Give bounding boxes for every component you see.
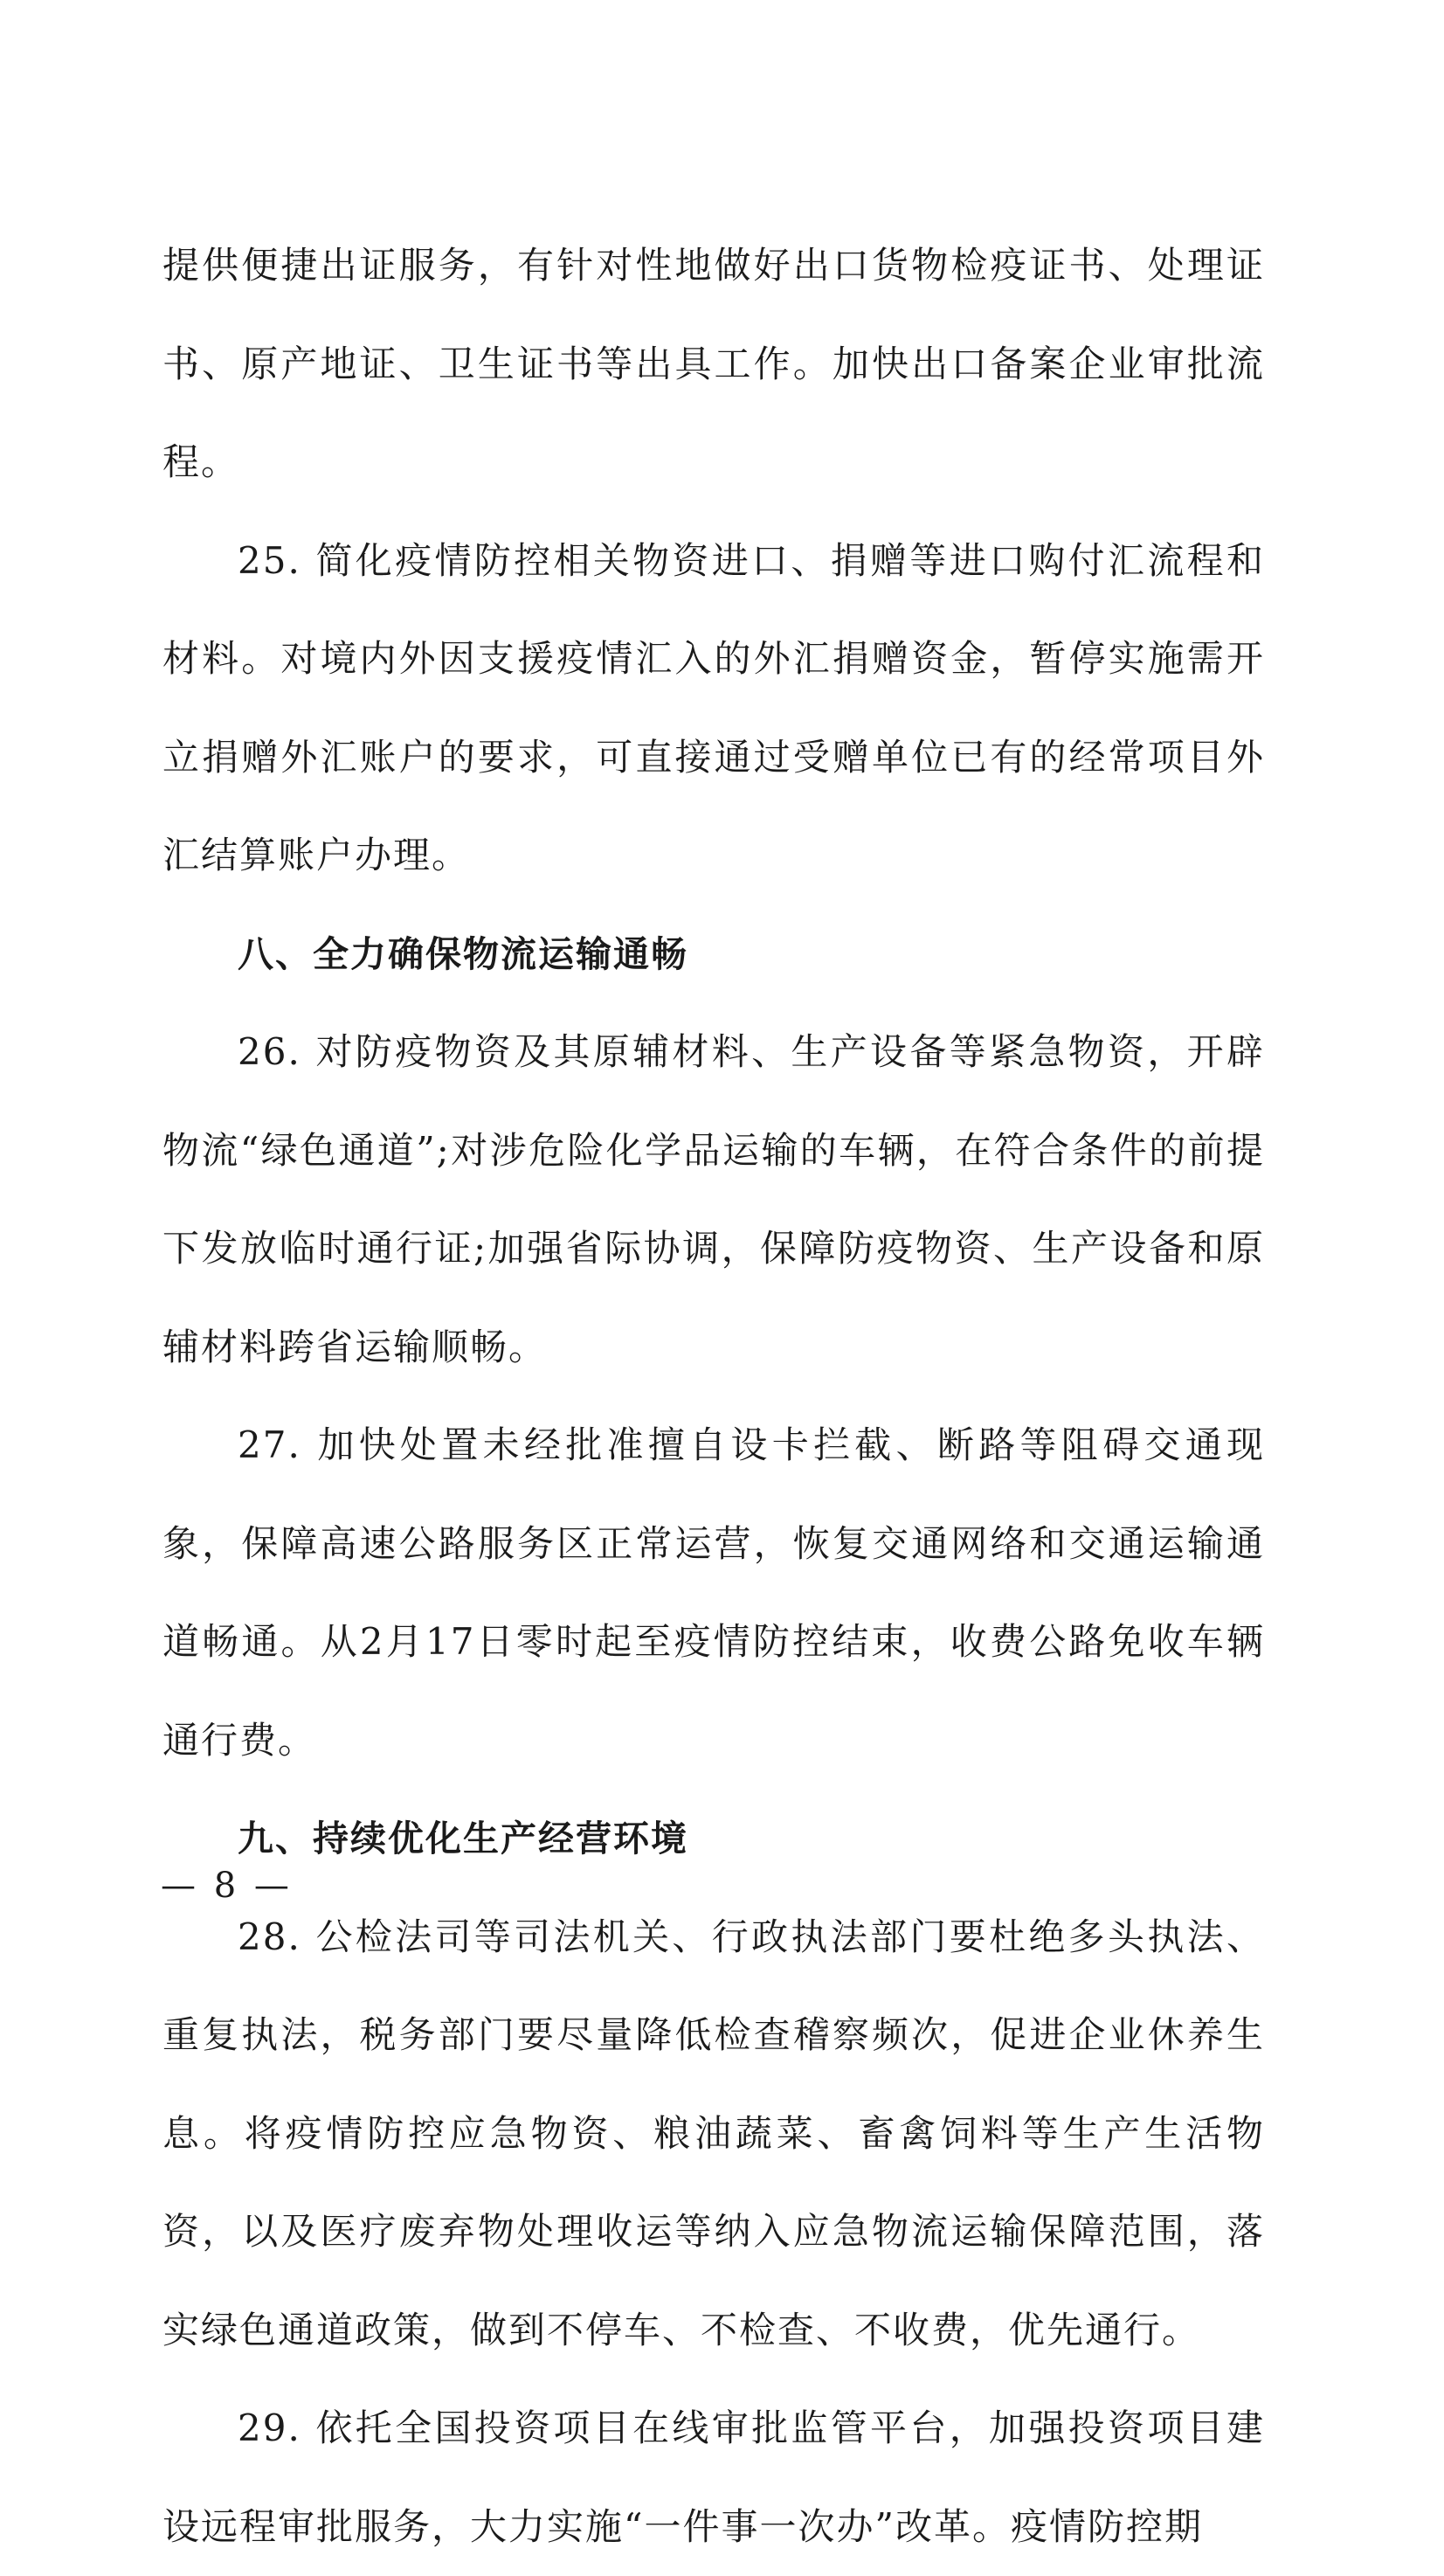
page-number: — 8 — — [161, 1866, 293, 1906]
paragraph-item-27: 27. 加快处置未经批准擅自设卡拦截、断路等阻碍交通现象，保障高速公路服务区正常运营，恢复交通网络和交通运输通道畅通。从2月17日零时起至疫情防控结束，收费公路免收车辆通行费。 — [162, 1423, 1265, 1762]
section-heading-9: 九、持续优化生产经营环境 — [238, 1818, 688, 1859]
paragraph-item-25: 25. 简化疫情防控相关物资进口、捐赠等进口购付汇流程和材料。对境内外因支援疫情汇入的外汇捐赠资金，暂停实施需开立捐赠外汇账户的要求，可直接通过受赠单位已有的经常项目外汇结算账户办理。 — [162, 538, 1265, 876]
paragraph-item-28: 28. 公检法司等司法机关、行政执法部门要杜绝多头执法、重复执法，税务部门要尽量降低检查稽察频次，促进企业休养生息。将疫情防控应急物资、粮油蔬菜、畜禽饲料等生产生活物资，以及医疗废弃物处理收运等纳入应急物流运输保障范围，落实绿色通道政策，做到不停车、不检查、不收费，优先通行。 — [162, 1915, 1265, 2351]
paragraph-item-26: 26. 对防疫物资及其原辅材料、生产设备等紧急物资，开辟物流“绿色通道”;对涉危险化学品运输的车辆，在符合条件的前提下发放临时通行证;加强省际协调，保障防疫物资、生产设备和原辅材料跨省运输顺畅。 — [162, 1030, 1265, 1368]
section-heading-8: 八、全力确保物流运输通畅 — [238, 932, 688, 975]
paragraph-item-29: 29. 依托全国投资项目在线审批监管平台，加强投资项目建设远程审批服务，大力实施“一件事一次办”改革。疫情防控期 — [162, 2406, 1265, 2548]
paragraph-continuation: 提供便捷出证服务，有针对性地做好出口货物检疫证书、处理证书、原产地证、卫生证书等出具工作。加快出口备案企业审批流程。 — [162, 244, 1265, 483]
document-body — [162, 217, 1265, 2576]
